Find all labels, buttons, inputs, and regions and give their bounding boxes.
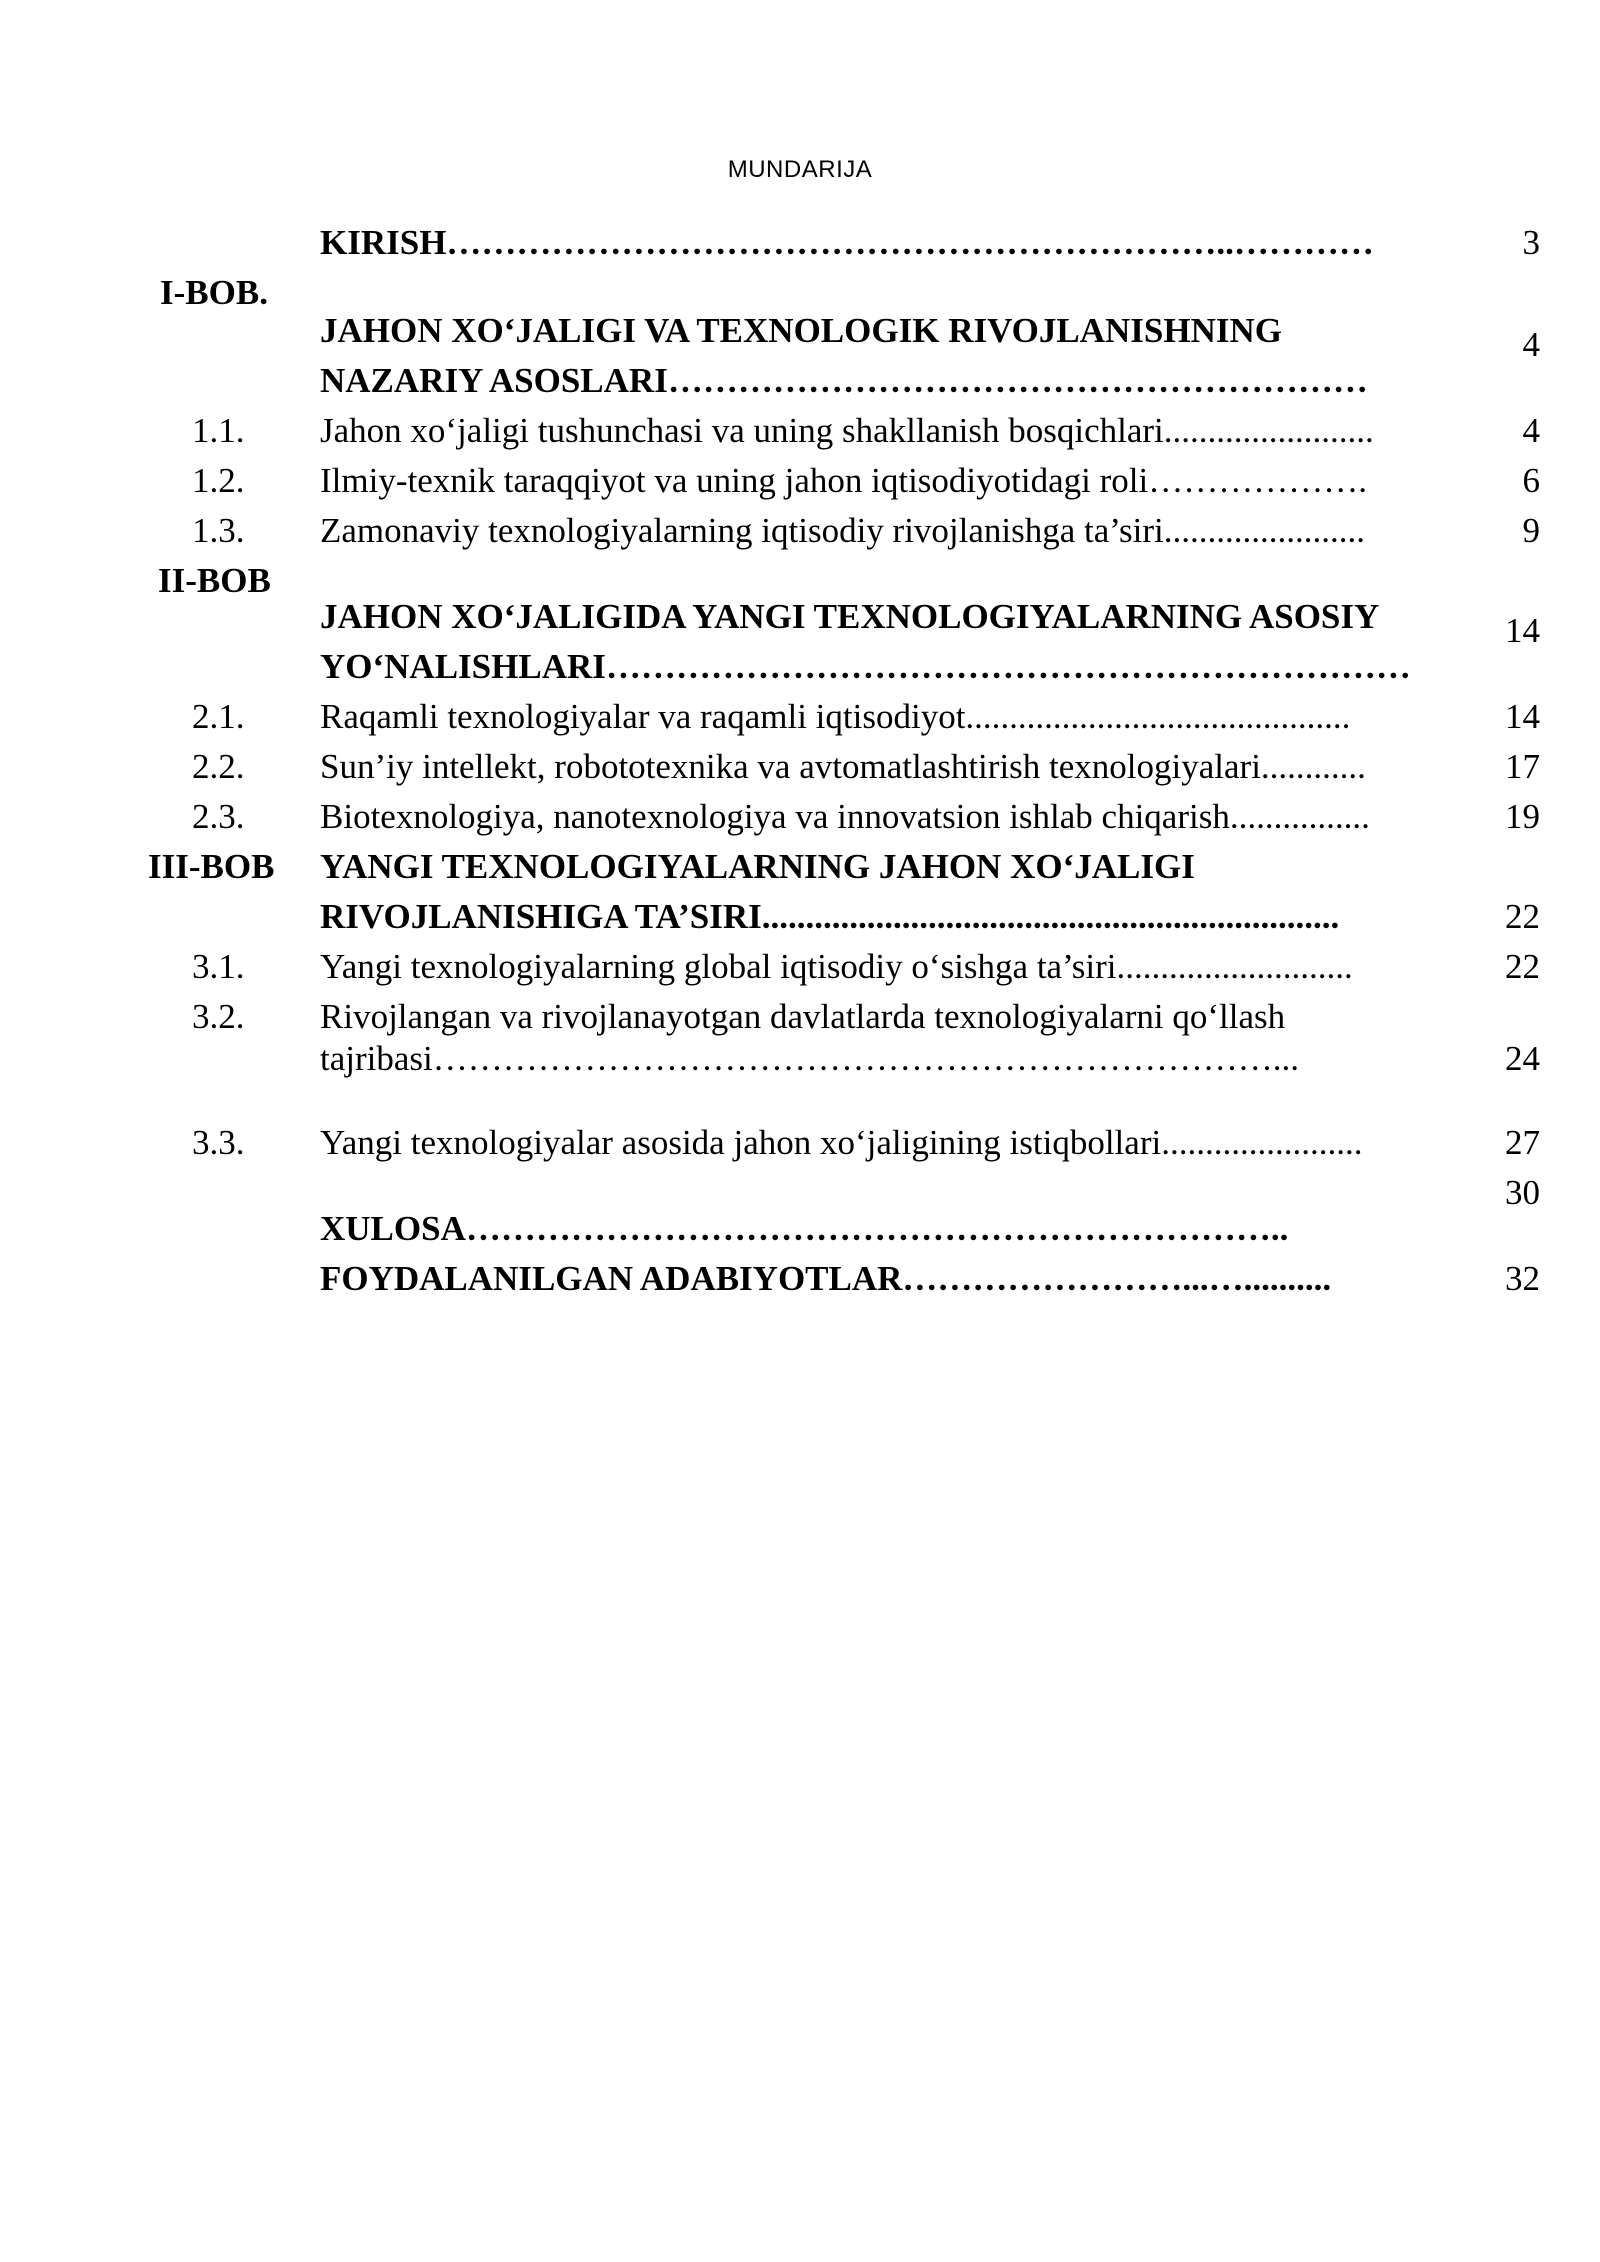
section-3-3-num: 3.3. bbox=[192, 1123, 245, 1162]
chapter-3-title-line1: YANGI TEXNOLOGIYALARNING JAHON XO‘JALIGI bbox=[320, 847, 1195, 886]
chapter-1-page: 4 bbox=[1522, 325, 1540, 364]
chapter-3-label: III-BOB bbox=[148, 847, 275, 886]
chapter-2-label: II-BOB bbox=[158, 561, 271, 600]
section-3-2-page: 24 bbox=[1505, 1039, 1540, 1078]
chapter-1-title-line1: JAHON XO‘JALIGI VA TEXNOLOGIK RIVOJLANISHNING bbox=[320, 311, 1282, 350]
toc-intro-title: KIRISH…………………………………………………………..………… bbox=[320, 223, 1374, 262]
chapter-3-page: 22 bbox=[1505, 897, 1540, 936]
references-title: FOYDALANILGAN ADABIYOTLAR……………………...….......... bbox=[320, 1259, 1332, 1298]
section-1-2-page: 6 bbox=[1522, 461, 1540, 500]
section-2-2-num: 2.2. bbox=[192, 747, 245, 786]
section-3-1-page: 22 bbox=[1505, 947, 1540, 986]
section-1-1-page: 4 bbox=[1522, 411, 1540, 450]
section-2-1-num: 2.1. bbox=[192, 697, 245, 736]
section-1-3-num: 1.3. bbox=[192, 511, 245, 550]
chapter-3-title-line2: RIVOJLANISHIGA TA’SIRI.................................................................. bbox=[320, 897, 1340, 936]
section-3-3-page: 27 bbox=[1505, 1123, 1540, 1162]
chapter-1-title-line2: NAZARIY ASOSLARI…………………………………………………… bbox=[320, 361, 1368, 400]
page-title: MUNDARIJA bbox=[727, 156, 873, 183]
toc-intro-page: 3 bbox=[1522, 223, 1540, 262]
section-1-2-title: Ilmiy-texnik taraqqiyot va uning jahon iqtisodiyotidagi roli………………. bbox=[320, 461, 1367, 500]
section-3-1-num: 3.1. bbox=[192, 947, 245, 986]
section-1-3-page: 9 bbox=[1522, 511, 1540, 550]
section-2-3-page: 19 bbox=[1505, 797, 1540, 836]
section-3-2-title-line1: Rivojlangan va rivojlanayotgan davlatlarda texnologiyalarni qo‘llash bbox=[320, 997, 1286, 1036]
chapter-2-title-line1: JAHON XO‘JALIGIDA YANGI TEXNOLOGIYALARNING ASOSIY bbox=[320, 597, 1380, 636]
section-2-1-page: 14 bbox=[1505, 697, 1540, 736]
section-2-2-page: 17 bbox=[1505, 747, 1540, 786]
section-1-2-num: 1.2. bbox=[192, 461, 245, 500]
conclusion-page: 30 bbox=[1505, 1173, 1540, 1212]
section-2-3-num: 2.3. bbox=[192, 797, 245, 836]
chapter-2-title-line2: YO‘NALISHLARI…………………………………………………………… bbox=[320, 647, 1411, 686]
section-2-2-title: Sun’iy intellekt, robototexnika va avtomatlashtirish texnologiyalari............ bbox=[320, 747, 1366, 786]
section-2-3-title: Biotexnologiya, nanotexnologiya va innovatsion ishlab chiqarish................ bbox=[320, 797, 1370, 836]
section-3-2-num: 3.2. bbox=[192, 997, 245, 1036]
section-1-1-num: 1.1. bbox=[192, 411, 245, 450]
chapter-1-label: I-BOB. bbox=[160, 273, 268, 312]
chapter-2-page: 14 bbox=[1505, 611, 1540, 650]
references-page: 32 bbox=[1505, 1259, 1540, 1298]
section-2-1-title: Raqamli texnologiyalar va raqamli iqtisodiyot............................................ bbox=[320, 697, 1351, 736]
section-1-3-title: Zamonaviy texnologiyalarning iqtisodiy rivojlanishga ta’siri....................... bbox=[320, 511, 1365, 550]
conclusion-title: XULOSA…………………………………………………………….. bbox=[320, 1209, 1289, 1248]
section-1-1-title: Jahon xo‘jaligi tushunchasi va uning shakllanish bosqichlari........................ bbox=[320, 411, 1374, 450]
section-3-2-title-line2: tajribasi………………………………………………………………... bbox=[320, 1039, 1299, 1078]
section-3-1-title: Yangi texnologiyalarning global iqtisodiy o‘sishga ta’siri........................... bbox=[320, 947, 1353, 986]
section-3-3-title: Yangi texnologiyalar asosida jahon xo‘jaligining istiqbollari....................... bbox=[320, 1123, 1363, 1162]
